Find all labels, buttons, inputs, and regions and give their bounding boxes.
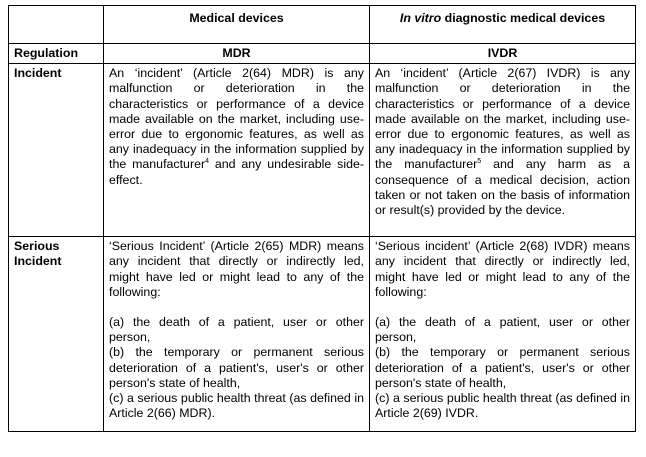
footnote-5: 5 xyxy=(477,158,482,166)
incident-ivdr-text-a: An ‘incident’ (Article 2(67) IVDR) is any malfunction or deterioration in the characteristics or performance of a device made available on the market, including use-error due to ergonomic features, as well as any inadequacy in the information supplied by the manufacturer xyxy=(375,66,630,172)
serious-mdr-definition xyxy=(104,237,370,432)
serious-ivdr-item-b: (b) the temporary or permanent serious deterioration of a patient's, user's or other person's state of health, xyxy=(375,345,630,390)
incident-row xyxy=(9,64,636,237)
incident-ivdr-text-b: and any harm as a consequence of a medical decision, action taken or not taken on the basis of information or result(s) provided by the device. xyxy=(375,157,630,218)
regulation-row xyxy=(9,44,636,64)
serious-label-line2: Incident xyxy=(14,254,62,269)
regulation-ivdr: IVDR xyxy=(370,44,636,64)
incident-ivdr-definition xyxy=(370,64,636,237)
serious-ivdr-item-a: (a) the death of a patient, user or other person, xyxy=(375,315,630,345)
incident-mdr-text-a: An ‘incident’ (Article 2(64) MDR) is any malfunction or deterioration in the characteristics or performance of a device made available on the market, including use-error due to ergonomic features, as well as any inadequacy in the information supplied by the manufacturer xyxy=(109,66,364,172)
serious-ivdr-definition xyxy=(370,237,636,432)
serious-incident-label xyxy=(9,237,104,432)
header-ivd-devices xyxy=(370,6,636,44)
header-medical-devices: Medical devices xyxy=(104,6,370,44)
serious-mdr-item-a: (a) the death of a patient, user or other person, xyxy=(109,315,364,345)
serious-label-line1: Serious xyxy=(14,239,60,254)
regulation-mdr: MDR xyxy=(104,44,370,64)
header-ivd-italic: In vitro xyxy=(399,11,442,25)
header-ivd-rest: diagnostic medical devices xyxy=(441,11,606,25)
serious-mdr-intro: ‘Serious Incident’ (Article 2(65) MDR) means any incident that directly or indirectly led, might have led or might lead to any of the following: xyxy=(109,239,364,299)
incident-mdr-text-b: and any undesirable side-effect. xyxy=(109,157,365,187)
serious-mdr-item-c: (c) a serious public health threat (as defined in Article 2(66) MDR). xyxy=(109,391,364,421)
serious-ivdr-item-c: (c) a serious public health threat (as defined in Article 2(69) IVDR. xyxy=(375,391,630,421)
footnote-4: 4 xyxy=(205,158,209,166)
incident-mdr-definition xyxy=(104,64,370,237)
serious-ivdr-intro: ‘Serious incident’ (Article 2(68) IVDR) means any incident that directly or indirectly led, might have led or might lead to any of the following: xyxy=(375,239,630,299)
serious-incident-row xyxy=(9,237,636,432)
header-blank-cell xyxy=(9,6,104,44)
serious-mdr-item-b: (b) the temporary or permanent serious deterioration of a patient's, user's or other person's state of health, xyxy=(109,345,364,390)
regulation-label: Regulation xyxy=(9,44,104,64)
incident-label: Incident xyxy=(9,64,104,237)
header-row xyxy=(9,6,636,44)
regulation-comparison-table xyxy=(8,5,636,432)
